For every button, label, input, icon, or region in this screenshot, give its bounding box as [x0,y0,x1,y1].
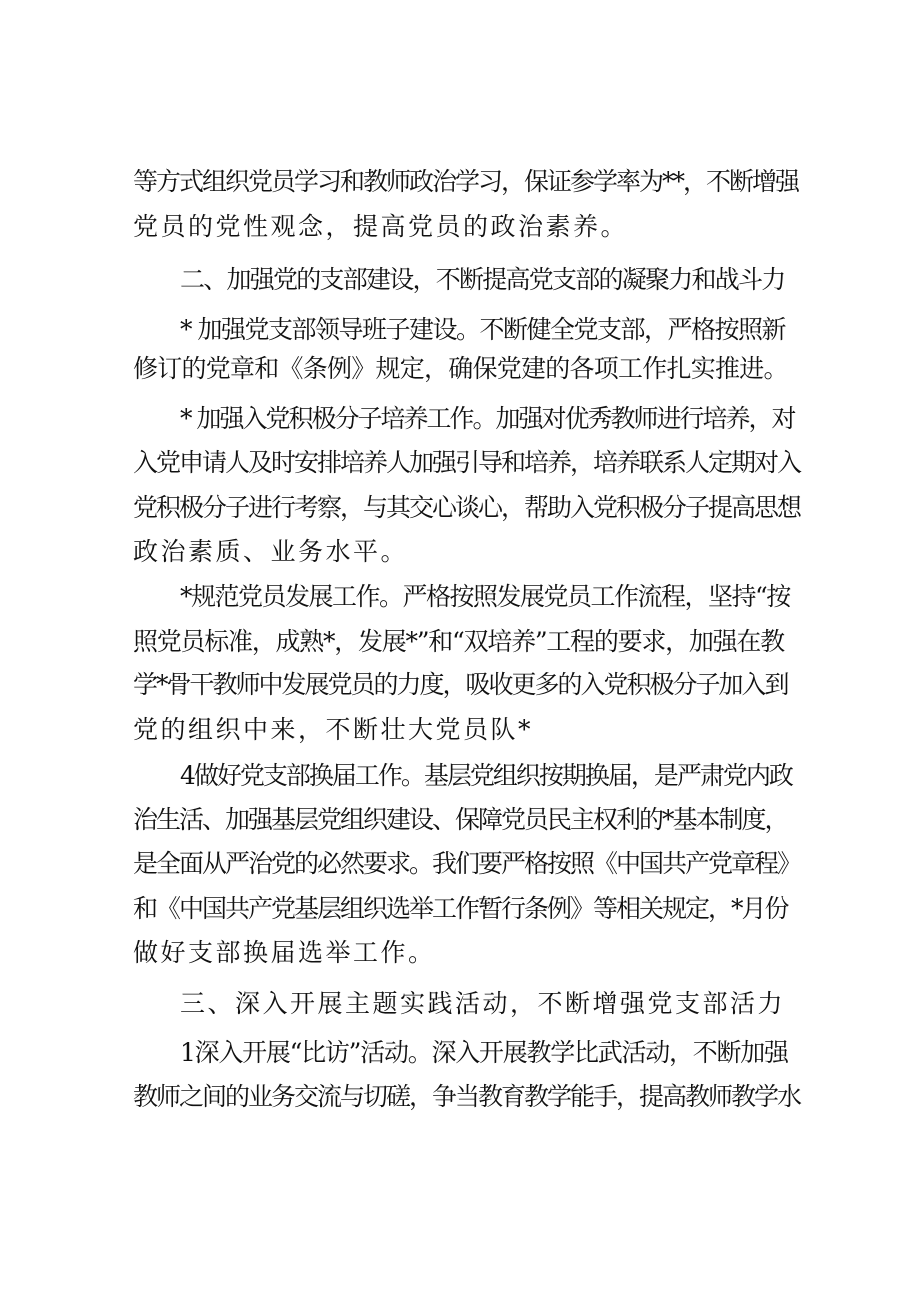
text-line: 和《中国共产党基层组织选举工作暂行条例》等相关规定，*月份 [133,894,788,923]
text-line: 教师之间的业务交流与切磋，争当教育教学能手，提高教师教学水 [133,1082,801,1111]
text-line: 做好支部换届选举工作。 [133,938,436,967]
text-line: 党员的党性观念，提高党员的政治素养。 [133,212,629,241]
text-line: 政治素质、业务水平。 [133,537,409,566]
text-line: 等方式组织党员学习和教师政治学习，保证参学率为**，不断增强 [133,167,799,196]
text-line: * 加强入党积极分子培养工作。加强对优秀教师进行培养，对 [180,404,795,433]
text-line: 党的组织中来，不断壮大党员队* [133,715,534,744]
text-line: *规范党员发展工作。严格按照发展党员工作流程，坚持“按 [180,582,790,611]
text-line: 治生活、加强基层党组织建设、保障党员民主权利的*基本制度， [133,805,788,834]
text-line: 1深入开展“比访”活动。深入开展教学比武活动，不断加强 [180,1038,788,1067]
text-line: 学*骨干教师中发展党员的力度，吸收更多的入党积极分子加入到 [133,670,788,699]
text-line: 4做好党支部换届工作。基层党组织按期换届，是严肃党内政 [180,761,792,790]
text-line: 是全面从严治党的必然要求。我们要严格按照《中国共产党章程》 [133,849,801,878]
text-line: 入党申请人及时安排培养人加强引导和培养，培养联系人定期对入 [133,448,801,477]
text-line: 党积极分子进行考察，与其交心谈心，帮助入党积极分子提高思想 [133,493,801,522]
text-line: 修订的党章和《条例》规定，确保党建的各项工作扎实推进。 [133,354,788,383]
text-line: * 加强党支部领导班子建设。不断健全党支部，严格按照新 [180,315,785,344]
section-heading: 二、加强党的支部建设，不断提高党支部的凝聚力和战斗力 [180,265,785,294]
section-heading: 三、深入开展主题实践活动，不断增强党支部活力 [180,989,786,1018]
text-line: 照党员标准，成熟*，发展*”和“双培养”工程的要求，加强在教 [133,627,784,656]
